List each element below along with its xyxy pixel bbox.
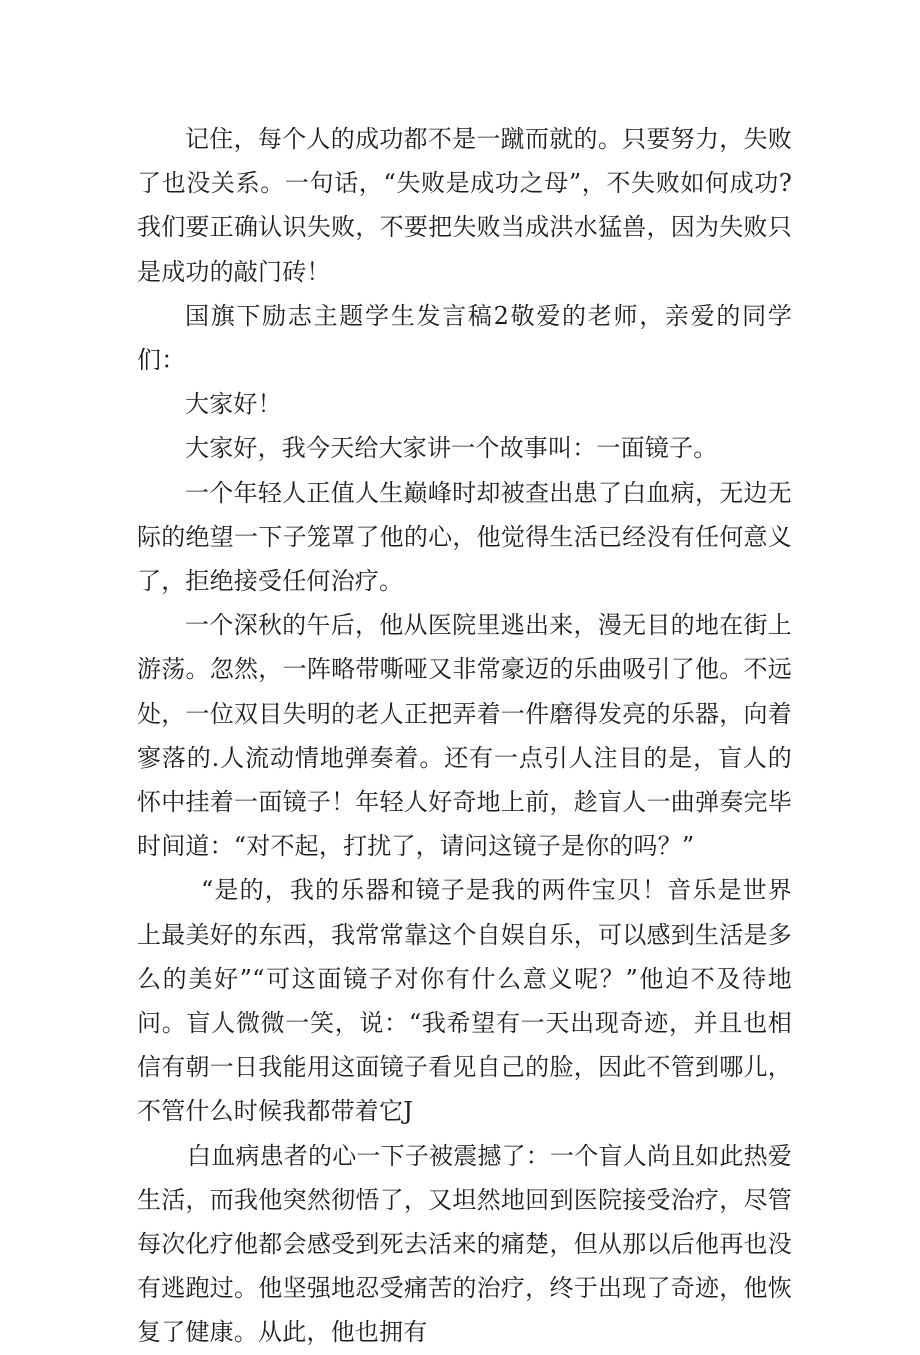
paragraph-young-man: 一个年轻人正值人生巅峰时却被查出患了白血病，无边无际的绝望一下子笼罩了他的心，他觉得生活已经没有任何意义了，拒绝接受任何治疗。: [137, 478, 792, 596]
paragraph-speech-heading: 国旗下励志主题学生发言稿2敬爱的老师，亲爱的同学们：: [137, 301, 792, 375]
paragraph-story-intro: 大家好，我今天给大家讲一个故事叫：一面镜子。: [185, 434, 718, 463]
paragraph-autumn-afternoon: 一个深秋的午后，他从医院里逃出来，漫无目的地在街上游荡。忽然，一阵略带嘶哑又非常豪迈的乐曲吸引了他。不远处，一位双目失明的老人正把弄着一件磨得发亮的乐器，向着寥落的.人流动情地弹奏着。还有一点引人注目的是，盲人的怀中挂着一面镜子！年轻人好奇地上前，趁盲人一曲弹奏完毕时间道：“对不起，打扰了，请问这镜子是你的吗？”: [137, 611, 792, 861]
paragraph-greeting: 大家好！: [185, 390, 282, 419]
document-body: [137, 117, 792, 1355]
paragraph-blind-man-reply: “是的，我的乐器和镜子是我的两件宝贝！音乐是世界上最美好的东西，我常常靠这个自娱自乐，可以感到生活是多么的美好”“可这面镜子对你有什么意义呢？”他迫不及待地问。盲人微微一笑，说：“我希望有一天出现奇迹，并且也相信有朝一日我能用这面镜子看见自己的脸，因此不管到哪儿，不管什么时候我都带着它J: [137, 876, 792, 1126]
paragraph-patient-awakening: 白血病患者的心一下子被震撼了：一个盲人尚且如此热爱生活，而我他突然彻悟了，又坦然地回到医院接受治疗，尽管每次化疗他都会感受到死去活来的痛楚，但从那以后他再也没有逃跑过。他坚强地忍受痛苦的治疗，终于出现了奇迹，他恢复了健康。从此，他也拥有: [137, 1141, 792, 1347]
paragraph-failure: 记住，每个人的成功都不是一蹴而就的。只要努力，失败了也没关系。一句话，“失败是成功之母”，不失败如何成功?我们要正确认识失败，不要把失败当成洪水猛兽，因为失败只是成功的敲门砖！: [137, 125, 792, 286]
